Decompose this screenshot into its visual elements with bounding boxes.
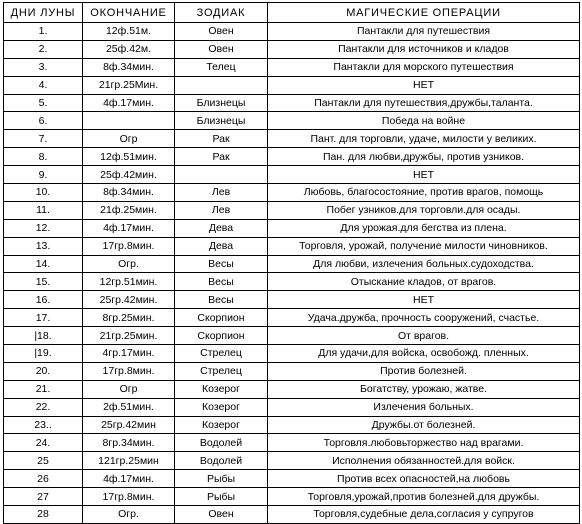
cell-zodiac: Овен — [175, 40, 268, 58]
table-row — [4, 112, 580, 130]
cell-ending: 4гр.17мин. — [83, 345, 175, 363]
table-row — [4, 327, 580, 345]
cell-ending: 21гр.25Мин. — [83, 76, 175, 94]
cell-zodiac: Козерог — [175, 380, 268, 398]
cell-lunar-day: 13. — [4, 237, 83, 255]
cell-ending: 21ф.25мин. — [83, 201, 175, 219]
cell-ending: 17гр.8мин. — [83, 362, 175, 380]
cell-ending: 2ф.51мин. — [83, 398, 175, 416]
cell-magic-operation: Излечения больных. — [268, 398, 580, 416]
cell-ending: Огр. — [83, 506, 175, 524]
table-header-row — [4, 3, 580, 23]
table-row — [4, 398, 580, 416]
table-row — [4, 362, 580, 380]
cell-lunar-day: 9. — [4, 166, 83, 184]
cell-lunar-day: 4. — [4, 76, 83, 94]
cell-ending: 25ф.42м. — [83, 40, 175, 58]
table-row — [4, 58, 580, 76]
table-row — [4, 219, 580, 237]
cell-ending: Огр — [83, 380, 175, 398]
cell-ending: 8ф.34мин. — [83, 58, 175, 76]
cell-magic-operation: НЕТ — [268, 291, 580, 309]
table-row — [4, 184, 580, 202]
cell-magic-operation: Торговля,судебные дела,согласия у супругов — [268, 506, 580, 524]
cell-magic-operation: Для удачи,для войска, освобожд. пленных. — [268, 345, 580, 363]
cell-magic-operation: Торговля,урожай,против болезней.для дружбы. — [268, 488, 580, 506]
cell-zodiac: Рыбы — [175, 488, 268, 506]
cell-lunar-day: 26 — [4, 470, 83, 488]
table-row — [4, 255, 580, 273]
header-ending: ОКОНЧАНИЕ — [83, 3, 175, 23]
table-row — [4, 130, 580, 148]
cell-lunar-day: 2. — [4, 40, 83, 58]
table-row — [4, 273, 580, 291]
cell-zodiac: Скорпион — [175, 309, 268, 327]
cell-lunar-day: 27 — [4, 488, 83, 506]
cell-lunar-day: 15. — [4, 273, 83, 291]
table-row — [4, 148, 580, 166]
cell-magic-operation: НЕТ — [268, 166, 580, 184]
cell-ending: 8гр.34мин. — [83, 434, 175, 452]
cell-magic-operation: Для урожая.для бегства из плена. — [268, 219, 580, 237]
cell-ending: 25ф.42мин. — [83, 166, 175, 184]
cell-lunar-day: 10. — [4, 184, 83, 202]
cell-magic-operation: Побег узников.для торговли.для осады. — [268, 201, 580, 219]
table-row — [4, 345, 580, 363]
table-row — [4, 434, 580, 452]
cell-magic-operation: Пан. для любви,дружбы, против узников. — [268, 148, 580, 166]
table-row — [4, 309, 580, 327]
table-row — [4, 380, 580, 398]
table-row — [4, 470, 580, 488]
cell-lunar-day: 22. — [4, 398, 83, 416]
cell-magic-operation: Пантакли для источников и кладов — [268, 40, 580, 58]
cell-zodiac: Близнецы — [175, 94, 268, 112]
cell-lunar-day: 6. — [4, 112, 83, 130]
cell-zodiac: Овен — [175, 506, 268, 524]
cell-zodiac: Овен — [175, 23, 268, 41]
cell-magic-operation: НЕТ — [268, 76, 580, 94]
cell-ending: 17гр.8мин. — [83, 237, 175, 255]
cell-zodiac: Лев — [175, 184, 268, 202]
header-magic-operations: МАГИЧЕСКИЕ ОПЕРАЦИИ — [268, 3, 580, 23]
cell-lunar-day: 25 — [4, 452, 83, 470]
cell-ending — [83, 112, 175, 130]
cell-ending: 8ф.34мин. — [83, 184, 175, 202]
table-row — [4, 76, 580, 94]
table-row — [4, 237, 580, 255]
cell-zodiac: Рак — [175, 130, 268, 148]
cell-zodiac: Дева — [175, 237, 268, 255]
table-row — [4, 201, 580, 219]
cell-lunar-day: 28 — [4, 506, 83, 524]
cell-ending: Огр — [83, 130, 175, 148]
cell-lunar-day: 16. — [4, 291, 83, 309]
cell-magic-operation: Победа на войне — [268, 112, 580, 130]
cell-ending: 4ф.17мин. — [83, 94, 175, 112]
cell-ending: 17гр.8мин. — [83, 488, 175, 506]
cell-zodiac: Стрелец — [175, 362, 268, 380]
cell-lunar-day: 1. — [4, 23, 83, 41]
table-row — [4, 452, 580, 470]
cell-ending: 12гр.51мин. — [83, 273, 175, 291]
cell-magic-operation: Пантакли для путешествия — [268, 23, 580, 41]
table-row — [4, 506, 580, 524]
table-row — [4, 291, 580, 309]
cell-magic-operation: Против болезней. — [268, 362, 580, 380]
cell-magic-operation: Исполнения обязанностей.для войск. — [268, 452, 580, 470]
cell-zodiac: Близнецы — [175, 112, 268, 130]
table-row — [4, 166, 580, 184]
cell-ending: 25гр.42мин. — [83, 291, 175, 309]
cell-lunar-day: 14. — [4, 255, 83, 273]
table-row — [4, 416, 580, 434]
cell-magic-operation: Для любви, излечения больных.судоходства. — [268, 255, 580, 273]
cell-zodiac: Рак — [175, 148, 268, 166]
cell-magic-operation: Удача.дружба, прочность сооружений, счастье. — [268, 309, 580, 327]
cell-lunar-day: 7. — [4, 130, 83, 148]
header-zodiac: ЗОДИАК — [175, 3, 268, 23]
cell-zodiac: Весы — [175, 273, 268, 291]
cell-magic-operation: Отыскание кладов, от врагов. — [268, 273, 580, 291]
cell-lunar-day: 3. — [4, 58, 83, 76]
cell-magic-operation: От врагов. — [268, 327, 580, 345]
cell-zodiac: Рыбы — [175, 470, 268, 488]
table-row — [4, 94, 580, 112]
cell-lunar-day: 24. — [4, 434, 83, 452]
cell-lunar-day: 21. — [4, 380, 83, 398]
cell-ending: 121гр.25мин — [83, 452, 175, 470]
cell-magic-operation: Торговля, урожай, получение милости чиновников. — [268, 237, 580, 255]
cell-zodiac — [175, 76, 268, 94]
cell-magic-operation: Торговля.любовьторжество над врагами. — [268, 434, 580, 452]
cell-ending: 4ф.17мин. — [83, 219, 175, 237]
cell-zodiac: Водолей — [175, 452, 268, 470]
cell-zodiac: Водолей — [175, 434, 268, 452]
table-row — [4, 40, 580, 58]
cell-zodiac: Телец — [175, 58, 268, 76]
cell-zodiac: Весы — [175, 291, 268, 309]
cell-ending: 8гр.25мин. — [83, 309, 175, 327]
cell-zodiac: Стрелец — [175, 345, 268, 363]
cell-magic-operation: Против всех опасностей,на любовь — [268, 470, 580, 488]
cell-magic-operation: Пант. для торговли, удаче, милости у великих. — [268, 130, 580, 148]
cell-magic-operation: Дружбы.от болезней. — [268, 416, 580, 434]
cell-zodiac: Козерог — [175, 398, 268, 416]
cell-ending: 25гр.42мин — [83, 416, 175, 434]
cell-zodiac: Козерог — [175, 416, 268, 434]
cell-magic-operation: Пантакли для морского путешествия — [268, 58, 580, 76]
cell-lunar-day: 23.. — [4, 416, 83, 434]
cell-lunar-day: 11. — [4, 201, 83, 219]
lunar-days-table — [3, 2, 580, 524]
cell-ending: 21гр.25мин. — [83, 327, 175, 345]
cell-lunar-day: |19. — [4, 345, 83, 363]
cell-zodiac: Дева — [175, 219, 268, 237]
cell-zodiac — [175, 166, 268, 184]
cell-zodiac: Лев — [175, 201, 268, 219]
table-row — [4, 488, 580, 506]
cell-lunar-day: 17. — [4, 309, 83, 327]
cell-ending: 4ф.17мин. — [83, 470, 175, 488]
cell-lunar-day: 8. — [4, 148, 83, 166]
header-lunar-day: ДНИ ЛУНЫ — [4, 3, 83, 23]
cell-magic-operation: Пантакли для путешествия,дружбы,таланта. — [268, 94, 580, 112]
cell-lunar-day: 5. — [4, 94, 83, 112]
cell-zodiac: Скорпион — [175, 327, 268, 345]
cell-magic-operation: Любовь, благосостояние, против врагов, помощь — [268, 184, 580, 202]
cell-lunar-day: 20. — [4, 362, 83, 380]
cell-ending: Огр. — [83, 255, 175, 273]
cell-zodiac: Весы — [175, 255, 268, 273]
table-row — [4, 23, 580, 41]
cell-magic-operation: Богатству, урожаю, жатве. — [268, 380, 580, 398]
cell-lunar-day: 12. — [4, 219, 83, 237]
cell-ending: 12ф.51м. — [83, 23, 175, 41]
cell-ending: 12ф.51мин. — [83, 148, 175, 166]
cell-lunar-day: |18. — [4, 327, 83, 345]
